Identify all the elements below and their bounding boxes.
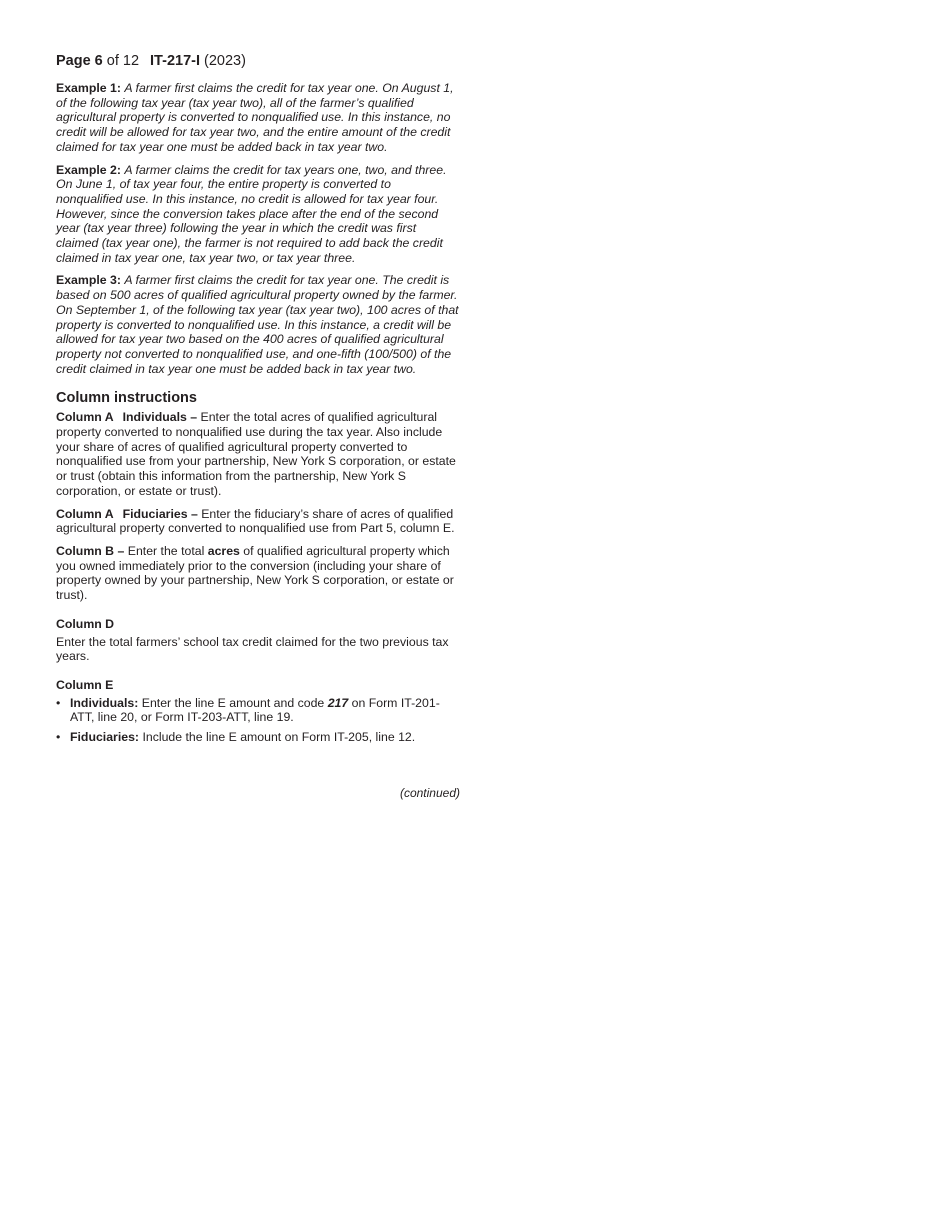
form-year: (2023) [200,53,246,69]
example-3-text: A farmer first claims the credit for tax year one. The credit is based on 500 acres of qualified agricultural property owned by the farmer. On September 1, of the following tax year (tax year two), 100 acres of that property is converted to nonqualified use. In this instance, a credit will be allowed for tax year two based on the 400 acres of qualified agricultural property not converted to nonqualified use, and one-fifth (100/500) of the credit claimed in tax year one must be added back in tax year two. [56,273,459,376]
column-b-text-1: Enter the total [124,543,208,558]
column-a-fiduciaries-text: Enter the fiduciary’s share of acres of qualified agricultural property converted to nonqualified use from Part 5, column E. [56,506,455,536]
list-item-text: Include the line E amount on Form IT-205, line 12. [139,730,416,745]
column-d-text: Enter the total farmers’ school tax credit claimed for the two previous tax years. [56,634,449,664]
column-a-label: Column A [56,506,114,521]
example-3-label: Example 3: [56,273,121,288]
column-b [56,544,460,603]
list-item [56,696,460,725]
column-b-label: Column B – [56,543,125,558]
page-number: Page 6 [56,53,103,69]
column-a-fiduciaries [56,507,460,536]
list-item-text: on Form IT-201-ATT, line 20, or Form IT-203-ATT, line 19. [70,695,440,725]
example-1-label: Example 1: [56,81,121,95]
individuals-label: Individuals: [70,695,139,710]
example-2-text: A farmer claims the credit for tax years one, two, and three. On June 1, of tax year four, the entire property is converted to nonqualified use. In this instance, no credit is allowed for tax year four. However, since the conversion takes place after the end of the second year (tax year three) following the year in which the credit was first claimed (tax year one), the farmer is not required to add back the credit claimed in tax year one, tax year two, or tax year three. [56,162,447,265]
column-a-individuals [56,410,460,498]
column-instructions-heading: Column instructions [56,390,197,407]
list-item [56,730,460,745]
page-header [56,52,460,70]
column-e-list [56,696,460,745]
form-id: IT-217-I [150,53,200,69]
code-217: 217 [327,695,349,710]
continued-note: (continued) [399,785,460,800]
column-a-individuals-text: Enter the total acres of qualified agricultural property converted to nonqualified use during the tax year. Also include your share of acres of qualified agricultural property converted to nonqualified use from your partnership, New York S corporation, or estate or trust (obtain this information from the partnership, New York S corporation, or estate or trust). [56,410,456,498]
column-b-text-2: of qualified agricultural property which you owned immediately prior to the conversion (including your share of property owned by your partnership, New York S corporation, or estate or trust). [56,543,454,603]
bullet-icon: • [56,695,61,710]
example-2 [56,163,460,266]
column-a-label: Column A [56,410,114,425]
column-e-heading: Column E [56,677,114,692]
page-total: of 12 [102,53,140,69]
bullet-icon: • [56,730,61,745]
example-2-label: Example 2: [56,162,121,177]
left-column [56,52,460,800]
example-3 [56,273,460,376]
list-item-text: Enter the line E amount and code [138,695,328,710]
column-b-bold: acres [207,543,240,558]
individuals-label: Individuals – [122,410,198,425]
example-1 [56,81,460,155]
column-d-heading: Column D [56,616,115,631]
fiduciaries-label: Fiduciaries – [122,506,198,521]
fiduciaries-label: Fiduciaries: [70,730,140,745]
example-1-text: A farmer first claims the credit for tax year one. On August 1, of the following tax year (tax year two), all of the farmer’s qualified agricultural property is converted to nonqualified use. In this instance, no credit will be allowed for tax year two, and the entire amount of the credit claimed for tax year one must be added back in tax year two. [56,81,454,154]
